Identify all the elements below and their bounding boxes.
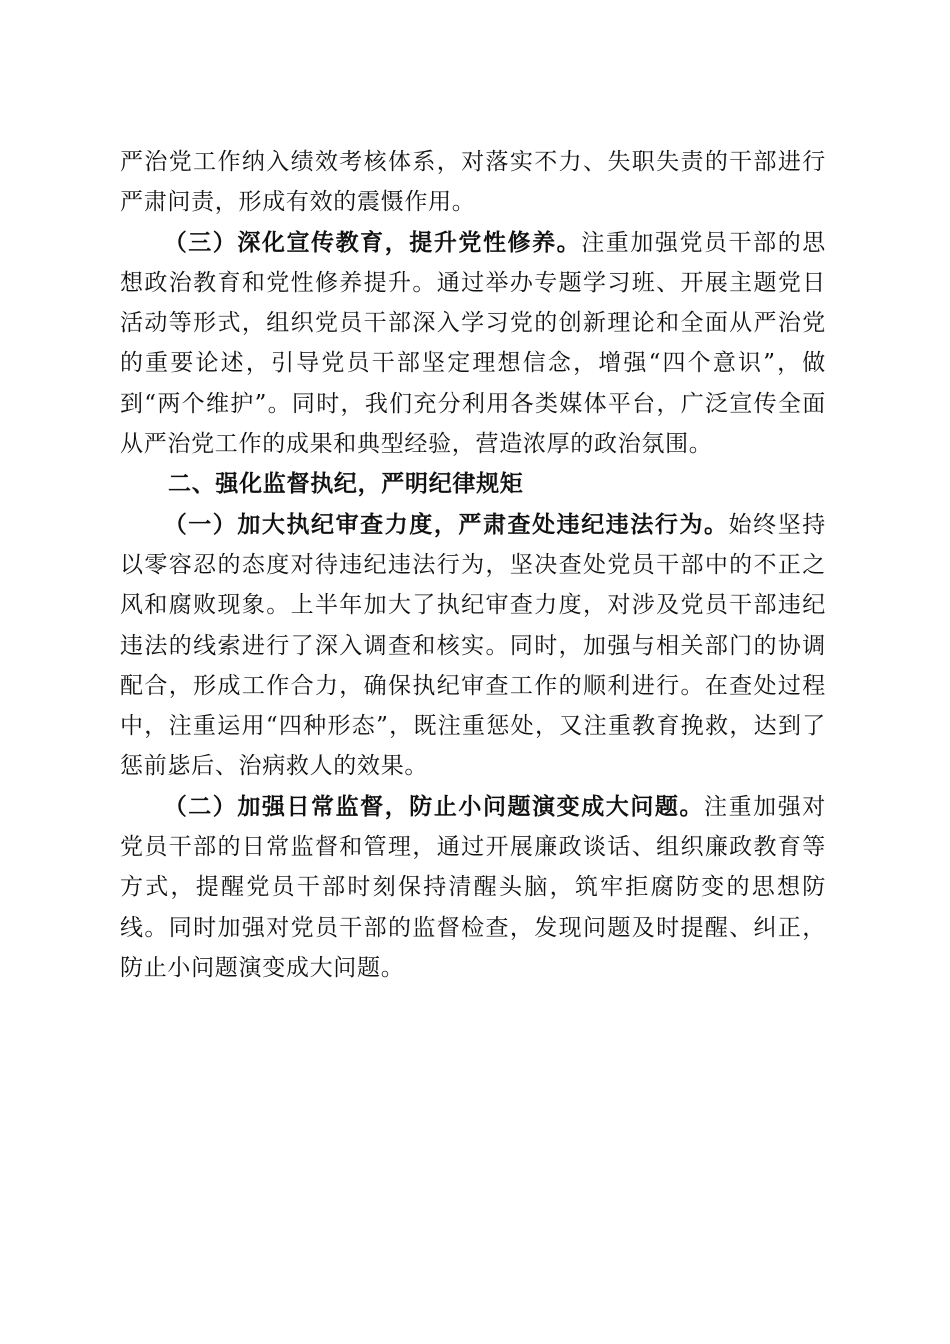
paragraph-text: 注重加强党员干部的思想政治教育和党性修养提升。通过举办专题学习班、开展主题党日活动等形式，组织党员干部深入学习党的创新理论和全面从严治党的重要论述，引导党员干部坚定理想信念，增强“四个意识”，做到“两个维护”。同时，我们充分利用各类媒体平台，广泛宣传全面从严治党工作的成果和典型经验，营造浓厚的政治氛围。 bbox=[120, 229, 827, 458]
paragraph-daily-supervision bbox=[120, 787, 826, 988]
paragraph-discipline-review bbox=[120, 505, 826, 787]
paragraph-text: 始终坚持以零容忍的态度对待违纪违法行为，坚决查处党员干部中的不正之风和腐败现象。上半年加大了执纪审查力度，对涉及党员干部违纪违法的线索进行了深入调查和核实。同时，加强与相关部门的协调配合，形成工作合力，确保执纪审查工作的顺利进行。在查处过程中，注重运用“四种形态”，既注重惩处，又注重教育挽救，达到了惩前毖后、治病救人的效果。 bbox=[120, 511, 826, 780]
paragraph-propaganda-education bbox=[120, 223, 826, 465]
paragraph-lead: （一）加大执纪审查力度，严肃查处违纪违法行为。 bbox=[163, 510, 729, 538]
paragraph-lead: （二）加强日常监督，防止小问题演变成大问题。 bbox=[163, 792, 705, 820]
section-heading: 二、强化监督执纪，严明纪律规矩 bbox=[168, 471, 524, 498]
paragraph-continuation bbox=[120, 142, 826, 223]
document-body bbox=[120, 142, 826, 988]
paragraph-lead: （三）深化宣传教育，提升党性修养。 bbox=[163, 228, 582, 256]
paragraph-text: 严治党工作纳入绩效考核体系，对落实不力、失职失责的干部进行严肃问责，形成有效的震慑作用。 bbox=[120, 149, 826, 216]
paragraph-text: 注重加强对党员干部的日常监督和管理，通过开展廉政谈话、组织廉政教育等方式，提醒党员干部时刻保持清醒头脑，筑牢拒腐防变的思想防线。同时加强对党员干部的监督检查，发现问题及时提醒、纠正，防止小问题演变成大问题。 bbox=[120, 793, 826, 981]
